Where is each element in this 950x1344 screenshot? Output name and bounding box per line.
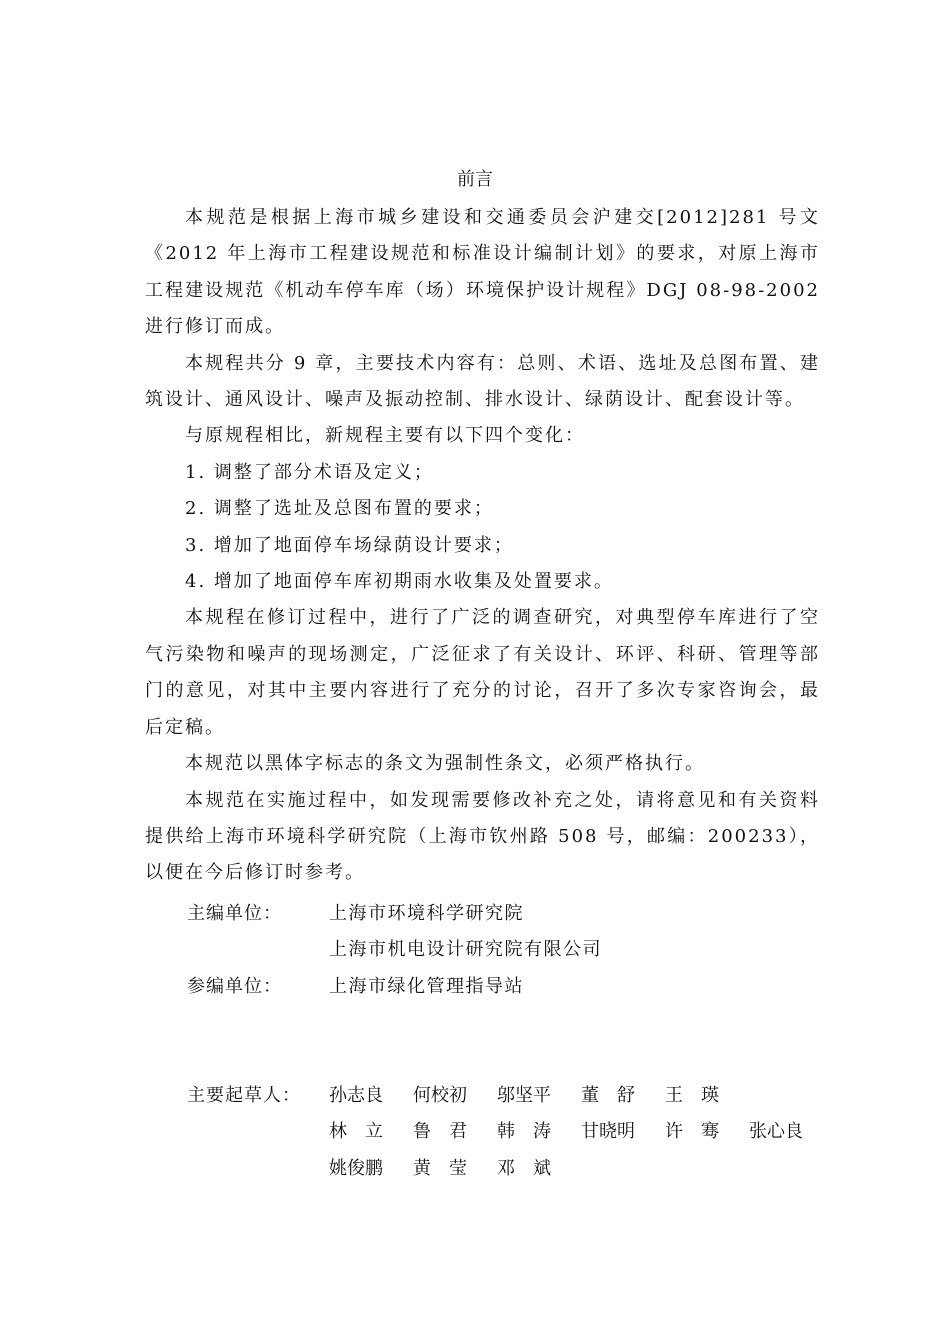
change-item-1: 1. 调整了部分术语及定义； [185,461,434,483]
chief-unit-2: 上海市机电设计研究院有限公司 [329,939,602,961]
drafters-label: 主要起草人： [187,1085,301,1106]
drafter-name: 许 骞 [665,1121,719,1143]
drafter-name: 董 舒 [581,1085,635,1106]
drafter-name: 邬坚平 [497,1085,551,1106]
participating-unit-row [187,969,602,1005]
chief-unit-label: 主编单位： [187,903,282,924]
drafters-row-3 [187,1151,833,1187]
chief-unit-row [187,896,602,932]
chief-unit-1: 上海市环境科学研究院 [329,903,524,924]
drafter-name: 甘晓明 [581,1121,635,1143]
drafter-name: 姚俊鹏 [329,1157,383,1179]
change-item-4: 4. 增加了地面停车库初期雨水收集及处置要求。 [185,571,614,593]
drafter-name: 黄 莹 [413,1157,467,1179]
paragraph-revision-process: 本规程在修订过程中，进行了广泛的调查研究，对典型停车库进行了空气污染物和噪声的现场测定，广泛征求了有关设计、环评、科研、管理等部门的意见，对其中主要内容进行了充分的讨论，召开了多次专家咨询会，最后定稿。 [145,607,820,738]
participating-unit-label: 参编单位： [187,975,282,997]
paragraph-mandatory-clauses: 本规范以黑体字标志的条文为强制性条文，必须严格执行。 [185,753,705,775]
change-item-3: 3. 增加了地面停车场绿荫设计要求； [185,534,514,556]
drafters-section [187,1078,833,1187]
chief-unit-row-2 [187,932,602,968]
drafter-name: 孙志良 [329,1085,383,1106]
drafter-name: 王 瑛 [665,1085,719,1106]
drafter-name: 鲁 君 [413,1121,467,1143]
paragraph-contents: 本规程共分 9 章，主要技术内容有：总则、术语、选址及总图布置、建筑设计、通风设计、噪声及振动控制、排水设计、绿荫设计、配套设计等。 [145,352,820,411]
drafter-name: 张心良 [749,1121,803,1143]
participating-unit-1: 上海市绿化管理指导站 [329,975,524,997]
drafter-name: 何校初 [413,1085,467,1106]
drafters-row-2 [187,1114,833,1150]
editing-units [187,896,602,1005]
paragraph-feedback: 本规范在实施过程中，如发现需要修改补充之处，请将意见和有关资料提供给上海市环境科学研究院（上海市钦州路 508 号，邮编：200233），以便在今后修订时参考。 [145,789,820,884]
paragraph-changes-intro: 与原规程相比，新规程主要有以下四个变化： [185,425,585,447]
change-item-2: 2. 调整了选址及总图布置的要求； [185,498,494,520]
document-body [145,200,820,892]
page-title: 前言 [457,169,493,190]
drafter-name: 林 立 [329,1121,383,1143]
drafters-row-1 [187,1078,833,1114]
drafter-name: 邓 斌 [497,1157,551,1179]
drafter-name: 韩 涛 [497,1121,551,1143]
paragraph-basis: 本规范是根据上海市城乡建设和交通委员会沪建交[2012]281 号文《2012 年上海市工程建设规范和标准设计编制计划》的要求，对原上海市工程建设规范《机动车停车库（场）环境保护设计规程》DGJ 08-98-2002 进行修订而成。 [145,207,820,338]
